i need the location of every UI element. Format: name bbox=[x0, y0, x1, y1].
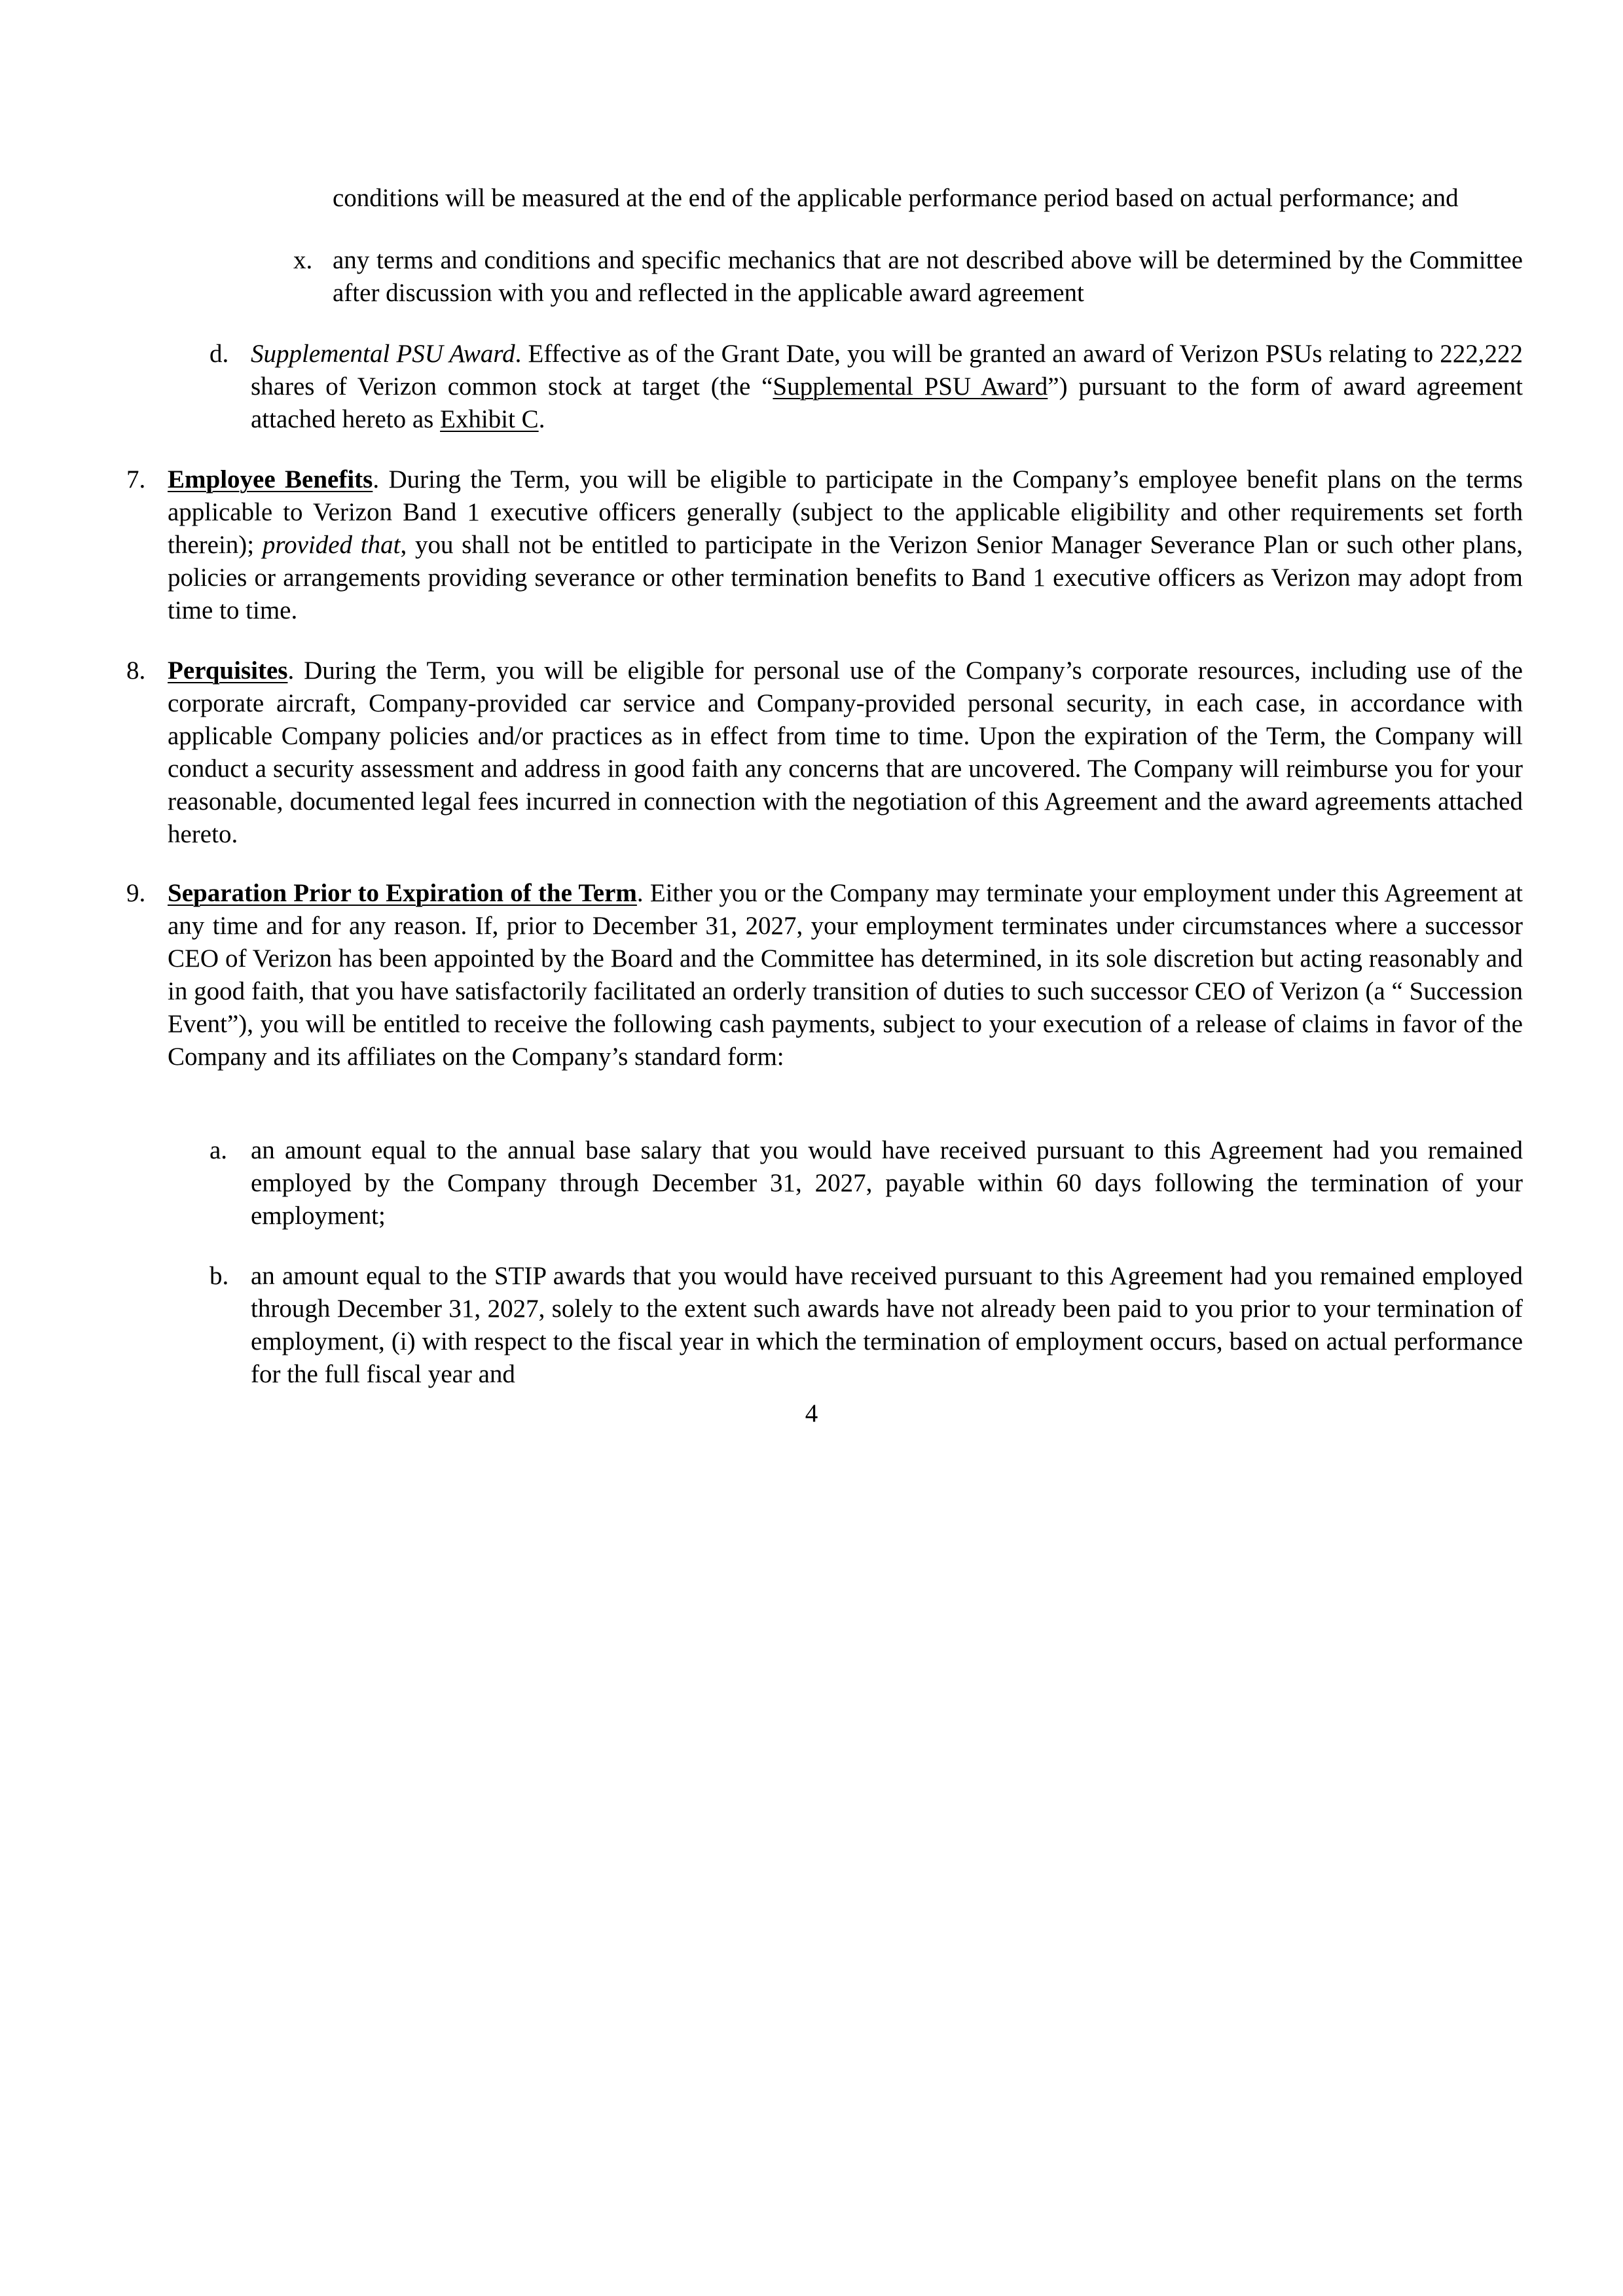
item-x-text: any terms and conditions and specific mechanics that are not described above will be determined by the Committee after discussion with you and reflected in the applicable award agreement bbox=[333, 246, 1523, 307]
item-d-marker: d. bbox=[210, 340, 229, 368]
section-9-paragraph bbox=[168, 877, 1523, 1073]
section-7-text-1: . During the Term, you will be eligible to participate in the Company’s employee benefit plans on the terms applicable to Verizon Band 1 executive officers generally (subject to the applicable eligibility and other requirements set forth therein); bbox=[168, 465, 1523, 559]
section-9-text: . Either you or the Company may terminate your employment under this Agreement at any time and for any reason. If, prior to December 31, 2027, your employment terminates under circumstances where a successor CEO of Verizon has been appointed by the Board and the Committee has determined, in its sole discretion but acting reasonably and in good faith, that you have satisfactorily facilitated an orderly transition of duties to such successor CEO of Verizon (a “ Succession Event”), you will be entitled to receive the following cash payments, subject to your execution of a release of claims in favor of the Company and its affiliates on the Company’s standard form: bbox=[168, 879, 1523, 1071]
item-d-text-2: ”) pursuant to the form of award agreement attached hereto as bbox=[251, 372, 1523, 433]
item-9a-text: an amount equal to the annual base salary that you would have received pursuant to this Agreement had you remained employed by the Company through December 31, 2027, payable within 60 days following the termination of your employment; bbox=[251, 1136, 1523, 1230]
item-x-marker: x. bbox=[293, 246, 313, 274]
section-8-heading: Perquisites bbox=[168, 656, 288, 685]
section-7-marker: 7. bbox=[126, 465, 146, 493]
section-8-paragraph bbox=[168, 655, 1523, 851]
section-8-text: . During the Term, you will be eligible for personal use of the Company’s corporate resources, including use of the corporate aircraft, Company-provided car service and Company-provided personal security, in each case, in accordance with applicable Company policies and/or practices as in effect from time to time. Upon the expiration of the Term, the Company will conduct a security assessment and address in good faith any concerns that are uncovered. The Company will reimburse you for your reasonable, documented legal fees incurred in connection with the negotiation of this Agreement and the award agreements attached hereto. bbox=[168, 656, 1523, 848]
item-9b-text: an amount equal to the STIP awards that you would have received pursuant to this Agreement had you remained employed through December 31, 2027, solely to the extent such awards have not already been paid to you prior to your termination of employment, (i) with respect to the fiscal year in which the termination of employment occurs, based on actual performance for the full fiscal year and bbox=[251, 1262, 1523, 1388]
item-d-paragraph bbox=[251, 338, 1523, 436]
item-d-title: Supplemental PSU Award bbox=[251, 340, 515, 368]
section-9-marker: 9. bbox=[126, 879, 146, 907]
item-d-text-1: . Effective as of the Grant Date, you will be granted an award of Verizon PSUs relating to 222,222 shares of Verizon common stock at target (the “ bbox=[251, 340, 1523, 401]
section-9-heading: Separation Prior to Expiration of the Term bbox=[168, 879, 637, 907]
section-7-paragraph bbox=[168, 463, 1523, 627]
item-9a-marker: a. bbox=[210, 1136, 228, 1164]
continuation-line: conditions will be measured at the end of the applicable performance period based on actual performance; and bbox=[333, 184, 1459, 212]
page-number: 4 bbox=[805, 1399, 818, 1427]
exhibit-c-link[interactable]: Exhibit C bbox=[440, 405, 539, 433]
section-7-heading: Employee Benefits bbox=[168, 465, 373, 493]
section-7-text-2: , you shall not be entitled to participate in the Verizon Senior Manager Severance Plan or such other plans, policies or arrangements providing severance or other termination benefits to Band 1 executive officers as Verizon may adopt from time to time. bbox=[168, 531, 1523, 624]
item-9b-marker: b. bbox=[210, 1262, 229, 1290]
section-8-marker: 8. bbox=[126, 656, 146, 685]
supplemental-psu-award-term: Supplemental PSU Award bbox=[773, 372, 1048, 401]
item-d-text-3: . bbox=[538, 405, 545, 433]
section-7-italic: provided that bbox=[262, 531, 401, 559]
